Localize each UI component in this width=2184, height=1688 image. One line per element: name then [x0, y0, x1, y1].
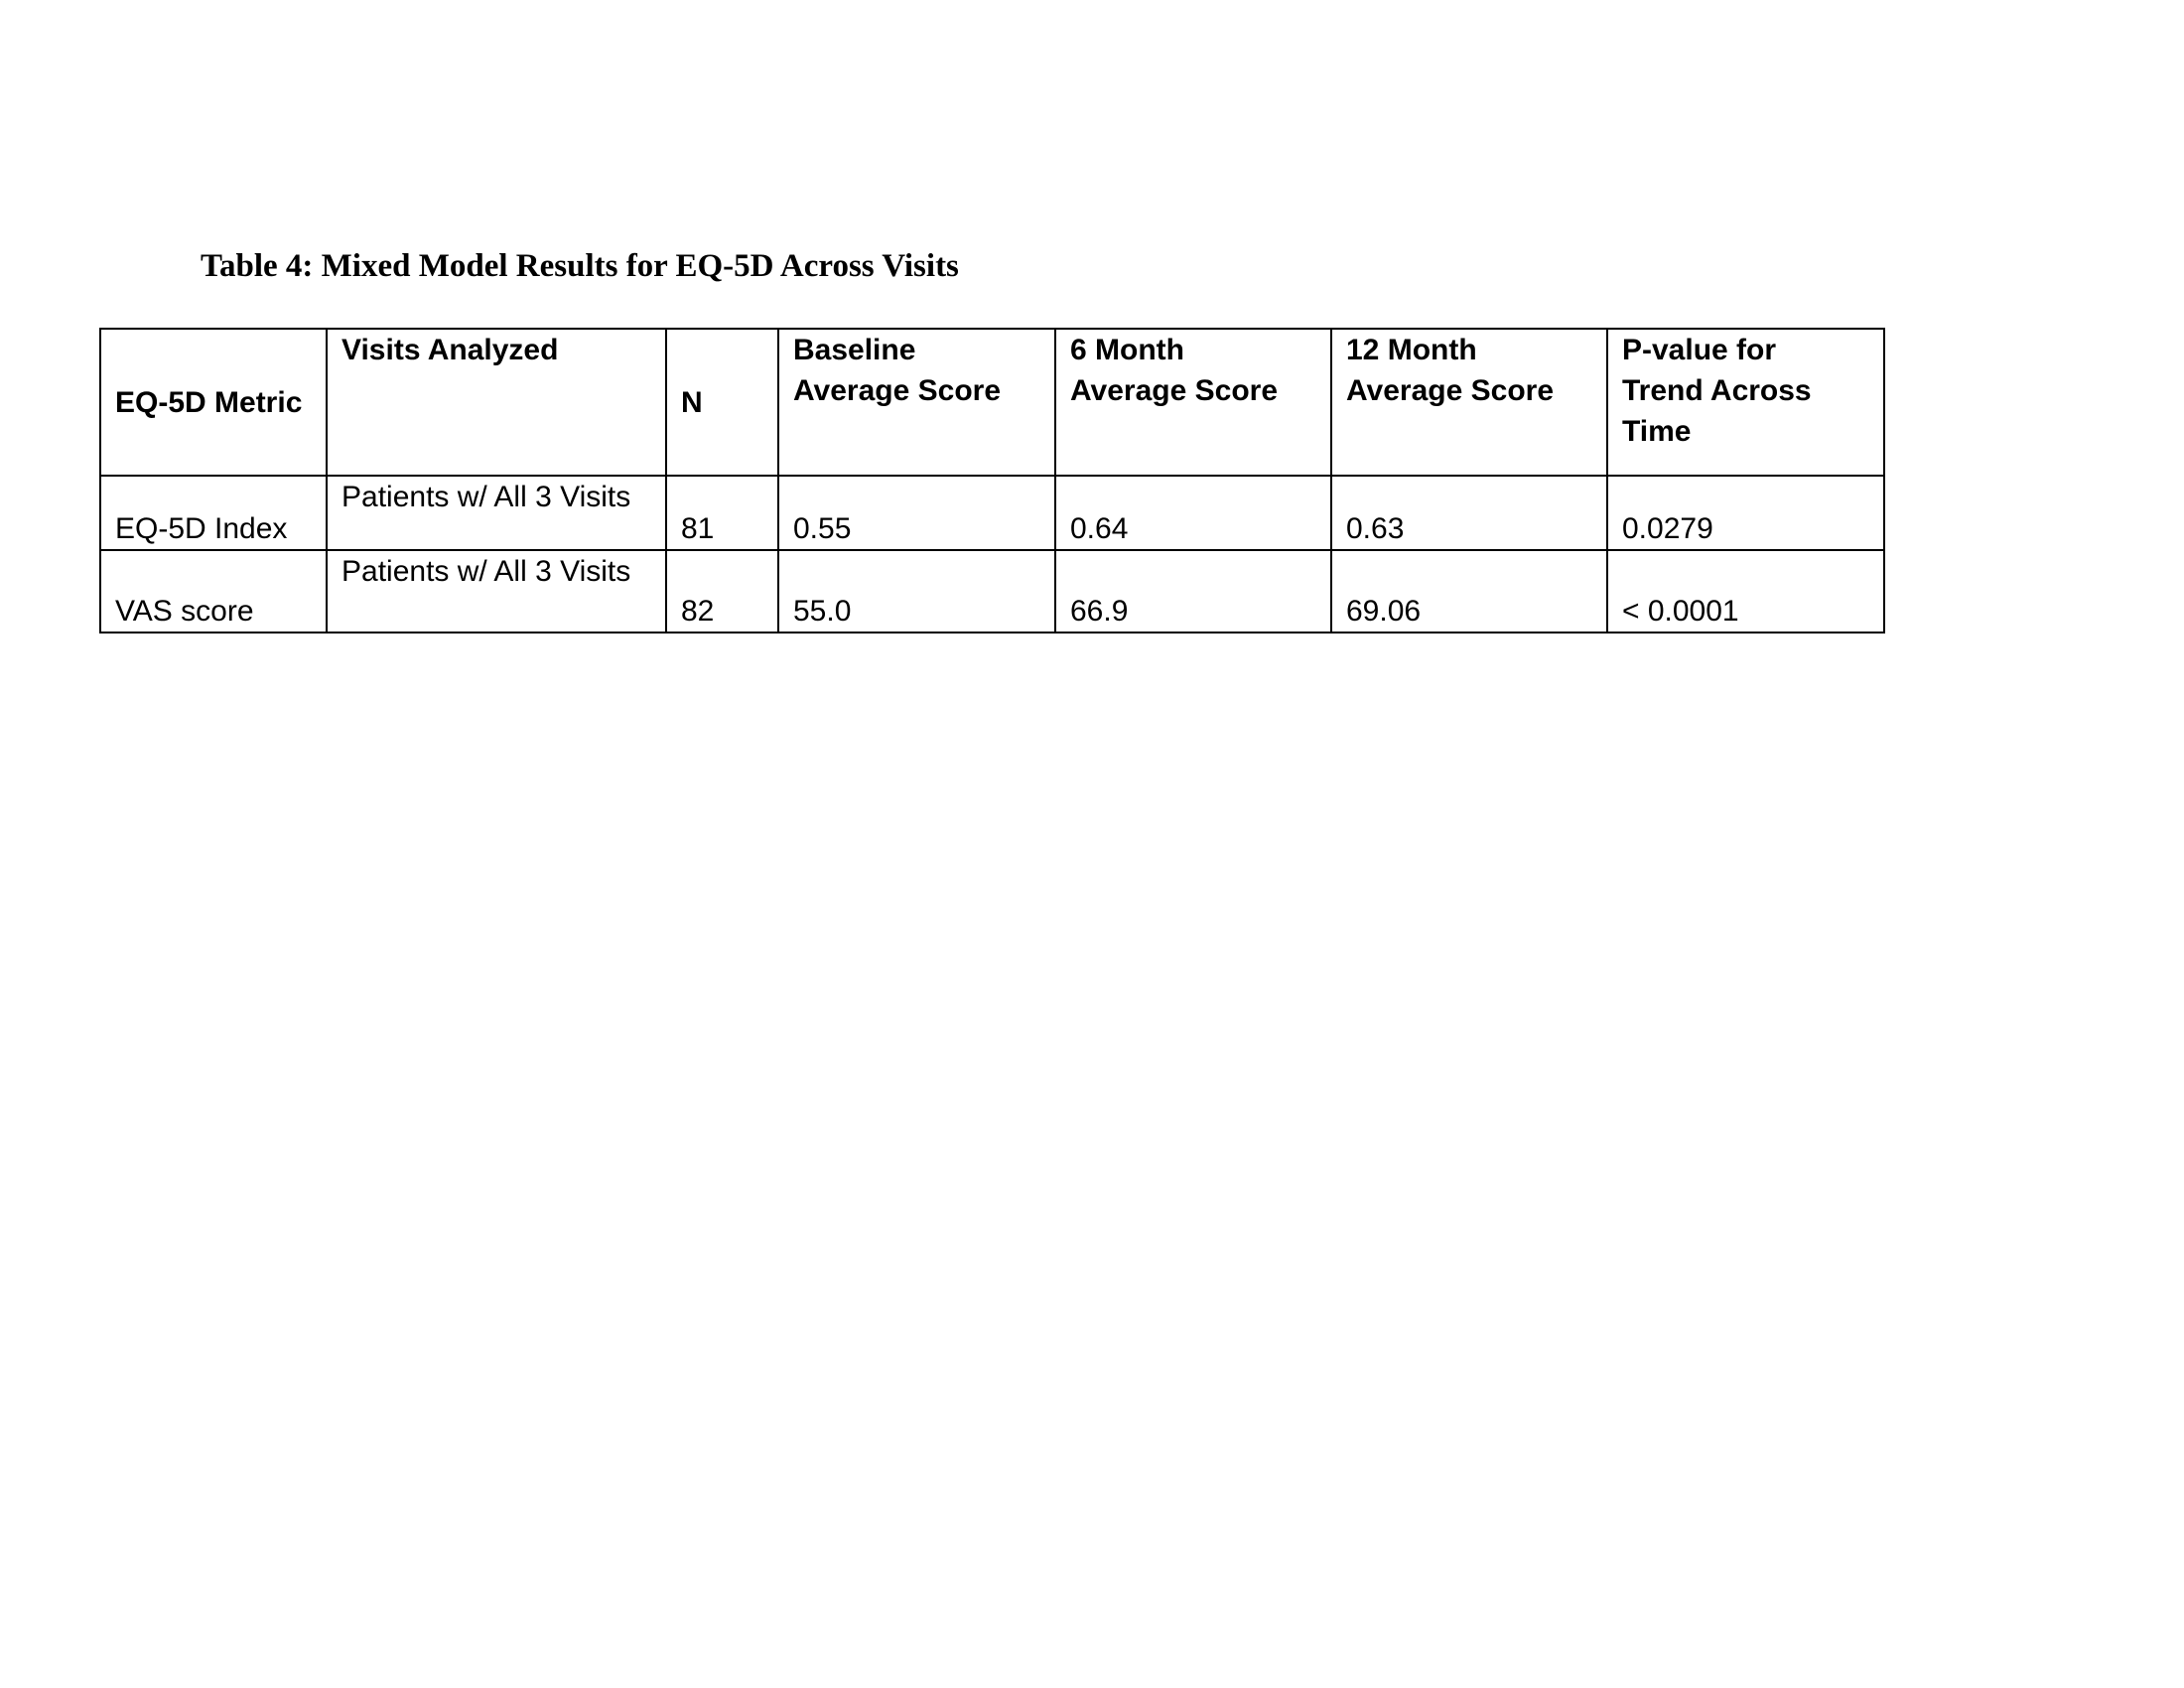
header-n: N	[666, 329, 778, 476]
table-title: Table 4: Mixed Model Results for EQ-5D Across Visits	[201, 248, 959, 284]
cell-n: 81	[666, 476, 778, 550]
cell-metric: VAS score	[100, 550, 327, 633]
cell-12-month: 69.06	[1331, 550, 1607, 633]
cell-n: 82	[666, 550, 778, 633]
cell-visits-analyzed: Patients w/ All 3 Visits	[327, 476, 666, 550]
header-metric: EQ-5D Metric	[100, 329, 327, 476]
cell-baseline: 0.55	[778, 476, 1055, 550]
header-row	[100, 329, 1884, 476]
cell-p-value: < 0.0001	[1607, 550, 1884, 633]
cell-visits-analyzed: Patients w/ All 3 Visits	[327, 550, 666, 633]
header-visits-analyzed: Visits Analyzed	[327, 329, 666, 476]
cell-metric: EQ-5D Index	[100, 476, 327, 550]
results-table	[99, 328, 1885, 633]
cell-6-month: 0.64	[1055, 476, 1331, 550]
header-baseline: Baseline Average Score	[778, 329, 1055, 476]
cell-6-month: 66.9	[1055, 550, 1331, 633]
cell-12-month: 0.63	[1331, 476, 1607, 550]
cell-p-value: 0.0279	[1607, 476, 1884, 550]
header-6-month: 6 Month Average Score	[1055, 329, 1331, 476]
table-row	[100, 476, 1884, 550]
cell-baseline: 55.0	[778, 550, 1055, 633]
table-row	[100, 550, 1884, 633]
header-12-month: 12 Month Average Score	[1331, 329, 1607, 476]
header-p-value: P-value for Trend Across Time	[1607, 329, 1884, 476]
